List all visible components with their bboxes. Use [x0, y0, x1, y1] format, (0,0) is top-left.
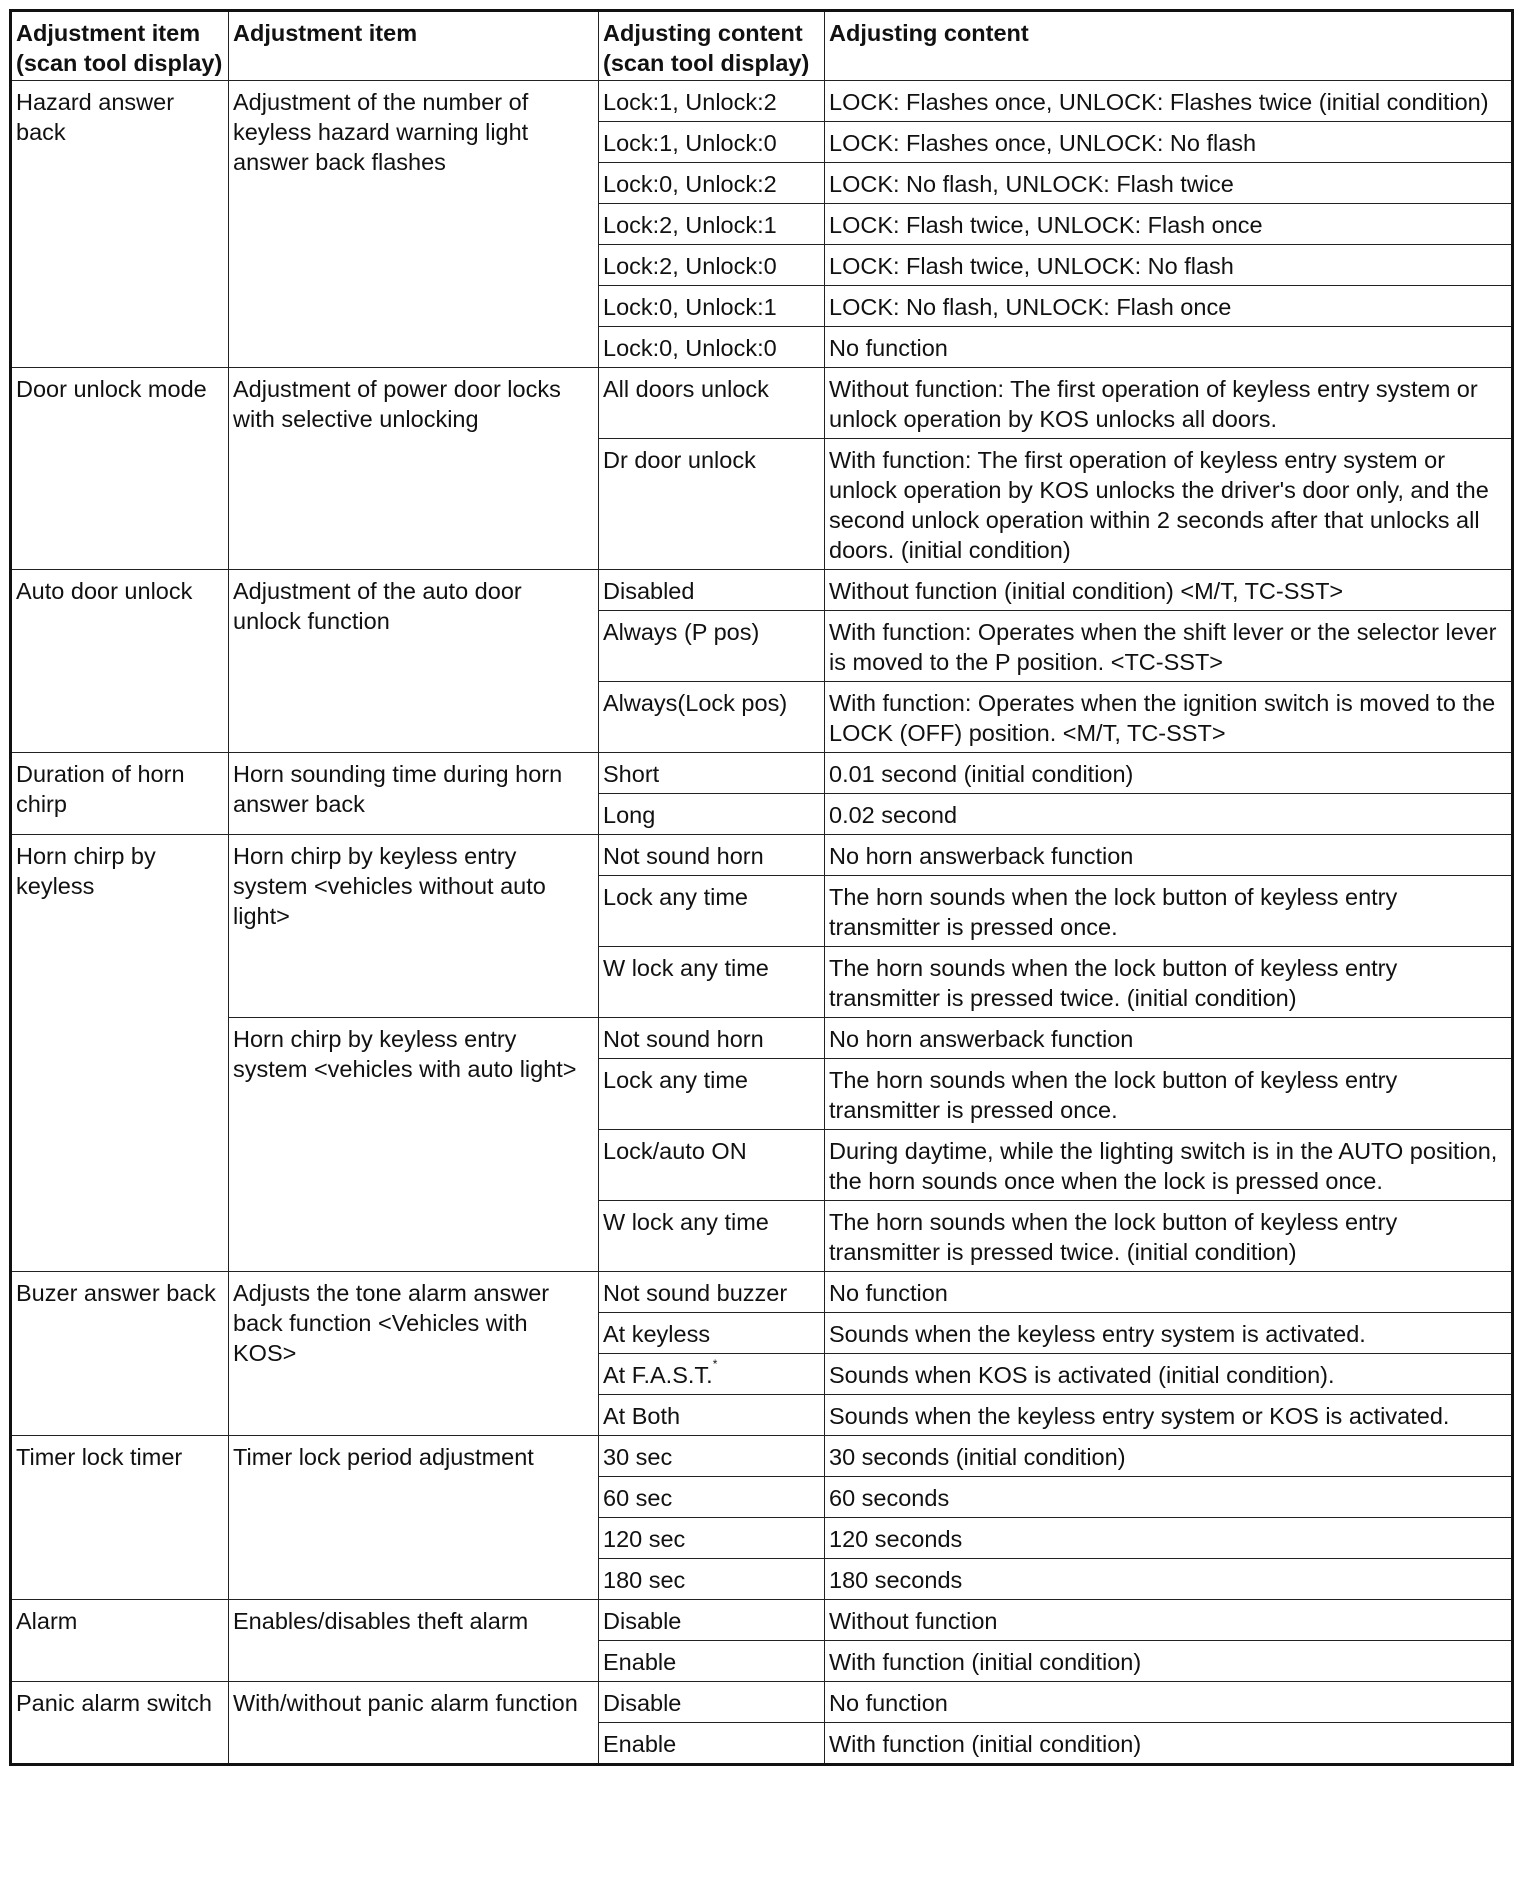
cell-item-scan-text: Buzer answer back	[16, 1280, 216, 1306]
cell-content-text: LOCK: Flashes once, UNLOCK: Flashes twice (initial condition)	[829, 89, 1489, 115]
table-row	[11, 368, 1513, 439]
cell-content	[825, 1477, 1513, 1518]
cell-content-text: Without function (initial condition) <M/T, TC-SST>	[829, 578, 1344, 604]
cell-content-text: No function	[829, 1690, 948, 1716]
cell-content-scan-text: Enable	[603, 1731, 677, 1757]
cell-content-scan-text: Long	[603, 802, 656, 828]
cell-content-scan	[599, 835, 825, 876]
cell-content	[825, 1559, 1513, 1600]
cell-content-scan	[599, 327, 825, 368]
cell-content-scan	[599, 1201, 825, 1272]
cell-content-scan-text: 60 sec	[603, 1485, 673, 1511]
cell-content-scan-text: Short	[603, 761, 660, 787]
adjustment-table	[9, 9, 1514, 1766]
cell-content-text: The horn sounds when the lock button of keyless entry transmitter is pressed twice. (initial condition)	[829, 1209, 1398, 1265]
cell-item-text: Adjustment of power door locks with selective unlocking	[233, 376, 561, 432]
cell-content-text: With function: Operates when the shift lever or the selector lever is moved to the P position. <TC-SST>	[829, 619, 1497, 675]
cell-item-scan	[11, 81, 229, 368]
cell-content-scan-text: Always(Lock pos)	[603, 690, 788, 716]
cell-content-text: No function	[829, 1280, 948, 1306]
cell-content-text: 180 seconds	[829, 1567, 963, 1593]
header-row	[11, 11, 1513, 81]
cell-content-scan	[599, 1559, 825, 1600]
table-row	[11, 1272, 1513, 1313]
cell-content-scan	[599, 1641, 825, 1682]
cell-content-scan-text: Not sound buzzer	[603, 1280, 788, 1306]
table-body	[11, 81, 1513, 1765]
cell-content-scan-text: Enable	[603, 1649, 677, 1675]
cell-item-scan-text: Hazard answer back	[16, 89, 175, 145]
cell-content	[825, 1682, 1513, 1723]
cell-content	[825, 1018, 1513, 1059]
cell-content	[825, 1641, 1513, 1682]
cell-content-scan	[599, 1130, 825, 1201]
table-row	[11, 1018, 1513, 1059]
cell-content-scan-text: Lock any time	[603, 884, 748, 910]
table-row	[11, 835, 1513, 876]
cell-item-text: Adjustment of the auto door unlock function	[233, 578, 522, 634]
cell-item-text: Horn sounding time during horn answer back	[233, 761, 563, 817]
cell-content-text: During daytime, while the lighting switch is in the AUTO position, the horn sounds once when the lock is pressed once.	[829, 1138, 1498, 1194]
cell-content	[825, 794, 1513, 835]
cell-content-scan-text: Lock/auto ON	[603, 1138, 747, 1164]
cell-content-scan	[599, 570, 825, 611]
cell-content-scan	[599, 122, 825, 163]
cell-content-text: Sounds when the keyless entry system is activated.	[829, 1321, 1366, 1347]
cell-content-text: 120 seconds	[829, 1526, 963, 1552]
cell-content-text: 0.01 second (initial condition)	[829, 761, 1134, 787]
cell-content-scan	[599, 1313, 825, 1354]
cell-content-text: 60 seconds	[829, 1485, 950, 1511]
cell-item-text: Horn chirp by keyless entry system <vehicles with auto light>	[233, 1026, 577, 1082]
cell-content-scan-text: 120 sec	[603, 1526, 686, 1552]
cell-content-scan	[599, 1059, 825, 1130]
cell-item-scan	[11, 570, 229, 753]
cell-content-text: With function (initial condition)	[829, 1731, 1142, 1757]
cell-content	[825, 204, 1513, 245]
cell-content-scan	[599, 1600, 825, 1641]
cell-item-text: Horn chirp by keyless entry system <vehicles without auto light>	[233, 843, 546, 929]
cell-item-scan	[11, 368, 229, 570]
cell-item-scan-text: Timer lock timer	[16, 1444, 183, 1470]
cell-content-text: Without function: The first operation of keyless entry system or unlock operation by KOS unlocks all doors.	[829, 376, 1478, 432]
cell-content	[825, 1518, 1513, 1559]
cell-item-scan-text: Horn chirp by keyless	[16, 843, 156, 899]
cell-content-scan	[599, 1395, 825, 1436]
cell-content-text: The horn sounds when the lock button of keyless entry transmitter is pressed once.	[829, 884, 1398, 940]
cell-content-scan	[599, 1354, 825, 1395]
cell-content-scan	[599, 794, 825, 835]
cell-content-text: Sounds when the keyless entry system or KOS is activated.	[829, 1403, 1450, 1429]
cell-content	[825, 1395, 1513, 1436]
cell-content	[825, 81, 1513, 122]
cell-content-scan-text: Lock:0, Unlock:2	[603, 171, 777, 197]
cell-content-scan-text: W lock any time	[603, 955, 769, 981]
cell-content	[825, 163, 1513, 204]
cell-content-scan-text: Disabled	[603, 578, 695, 604]
cell-item-text: Adjusts the tone alarm answer back function <Vehicles with KOS>	[233, 1280, 550, 1366]
header-item: Adjustment item	[229, 11, 599, 81]
cell-item	[229, 570, 599, 753]
cell-content-text: LOCK: No flash, UNLOCK: Flash once	[829, 294, 1232, 320]
cell-content	[825, 1272, 1513, 1313]
cell-content-text: LOCK: Flash twice, UNLOCK: Flash once	[829, 212, 1263, 238]
cell-content-scan-text: Not sound horn	[603, 1026, 764, 1052]
cell-content	[825, 1059, 1513, 1130]
cell-item-text: Timer lock period adjustment	[233, 1444, 534, 1470]
cell-content-scan	[599, 1518, 825, 1559]
cell-content	[825, 753, 1513, 794]
cell-item	[229, 753, 599, 835]
cell-content-scan	[599, 439, 825, 570]
cell-content-text: Without function	[829, 1608, 998, 1634]
cell-content	[825, 368, 1513, 439]
cell-item	[229, 835, 599, 1018]
cell-content-scan-text: W lock any time	[603, 1209, 769, 1235]
table-row	[11, 570, 1513, 611]
cell-content-text: LOCK: No flash, UNLOCK: Flash twice	[829, 171, 1234, 197]
cell-content-text: 30 seconds (initial condition)	[829, 1444, 1126, 1470]
cell-content-scan	[599, 245, 825, 286]
cell-content-text: No horn answerback function	[829, 1026, 1134, 1052]
cell-content	[825, 1600, 1513, 1641]
cell-content	[825, 947, 1513, 1018]
cell-content-text: With function: Operates when the ignition switch is moved to the LOCK (OFF) position. <M/T, TC-SST>	[829, 690, 1496, 746]
cell-content-text: With function (initial condition)	[829, 1649, 1142, 1675]
cell-content-scan-text: All doors unlock	[603, 376, 769, 402]
cell-content-scan	[599, 611, 825, 682]
cell-item-scan	[11, 753, 229, 835]
cell-content-scan-text: Lock:0, Unlock:1	[603, 294, 777, 320]
header-content: Adjusting content	[825, 11, 1513, 81]
cell-content-scan	[599, 368, 825, 439]
cell-content-scan	[599, 163, 825, 204]
cell-content-scan	[599, 1723, 825, 1765]
cell-content-scan-text: At F.A.S.T.	[603, 1362, 713, 1388]
cell-content-text: No function	[829, 335, 948, 361]
cell-content	[825, 286, 1513, 327]
cell-content	[825, 1723, 1513, 1765]
cell-item	[229, 1272, 599, 1436]
cell-item	[229, 1018, 599, 1272]
cell-item	[229, 1600, 599, 1682]
cell-item	[229, 81, 599, 368]
cell-content	[825, 122, 1513, 163]
cell-content	[825, 245, 1513, 286]
cell-content-scan-text: 180 sec	[603, 1567, 686, 1593]
cell-item	[229, 1436, 599, 1600]
cell-item-scan-text: Panic alarm switch	[16, 1690, 212, 1716]
cell-item-text: Enables/disables theft alarm	[233, 1608, 529, 1634]
cell-content-scan	[599, 876, 825, 947]
cell-content-scan-text: Not sound horn	[603, 843, 764, 869]
cell-content	[825, 1354, 1513, 1395]
cell-item	[229, 1682, 599, 1765]
cell-item-scan-text: Duration of horn chirp	[16, 761, 185, 817]
cell-content-scan-text: At Both	[603, 1403, 681, 1429]
cell-content-scan	[599, 682, 825, 753]
cell-item-text: With/without panic alarm function	[233, 1690, 578, 1716]
cell-content-scan-text: 30 sec	[603, 1444, 673, 1470]
cell-content	[825, 835, 1513, 876]
cell-content	[825, 682, 1513, 753]
header-item-scan: Adjustment item (scan tool display)	[11, 11, 229, 81]
cell-content-scan-text: Lock:2, Unlock:0	[603, 253, 777, 279]
cell-content-scan-text: Disable	[603, 1608, 682, 1634]
cell-content-scan	[599, 1477, 825, 1518]
cell-content	[825, 876, 1513, 947]
cell-content-text: No horn answerback function	[829, 843, 1134, 869]
cell-content-scan	[599, 1682, 825, 1723]
cell-content-scan	[599, 204, 825, 245]
cell-item-scan	[11, 1272, 229, 1436]
table-row	[11, 81, 1513, 122]
cell-item-scan	[11, 1436, 229, 1600]
cell-content	[825, 1201, 1513, 1272]
cell-content-text: With function: The first operation of keyless entry system or unlock operation by KOS unlocks the driver's door only, and the second unlock operation within 2 seconds after that unlocks all doors. (initial condition)	[829, 447, 1489, 563]
cell-content-scan-text: Lock:0, Unlock:0	[603, 335, 777, 361]
cell-content-scan	[599, 81, 825, 122]
cell-content-scan-text: Dr door unlock	[603, 447, 756, 473]
cell-item-scan-text: Auto door unlock	[16, 578, 193, 604]
cell-content-text: The horn sounds when the lock button of keyless entry transmitter is pressed once.	[829, 1067, 1398, 1123]
cell-content-text: Sounds when KOS is activated (initial condition).	[829, 1362, 1335, 1388]
cell-content	[825, 327, 1513, 368]
adjustment-table-container	[9, 9, 1511, 1766]
cell-content-scan-text: Disable	[603, 1690, 682, 1716]
table-row	[11, 1436, 1513, 1477]
cell-content-scan-text: Lock:1, Unlock:2	[603, 89, 777, 115]
header-content-scan: Adjusting content (scan tool display)	[599, 11, 825, 81]
cell-content-text: 0.02 second	[829, 802, 958, 828]
cell-item	[229, 368, 599, 570]
cell-content-scan-text: Lock any time	[603, 1067, 748, 1093]
cell-content-scan	[599, 286, 825, 327]
cell-content-text: LOCK: Flashes once, UNLOCK: No flash	[829, 130, 1257, 156]
cell-item-text: Adjustment of the number of keyless hazard warning light answer back flashes	[233, 89, 529, 175]
table-row	[11, 1682, 1513, 1723]
cell-content-scan-text: At keyless	[603, 1321, 711, 1347]
cell-item-scan	[11, 1682, 229, 1765]
cell-content	[825, 570, 1513, 611]
footnote-marker: *	[712, 1357, 718, 1371]
cell-content	[825, 1436, 1513, 1477]
cell-content-scan-text: Lock:1, Unlock:0	[603, 130, 777, 156]
table-row	[11, 753, 1513, 794]
cell-content-scan-text: Lock:2, Unlock:1	[603, 212, 777, 238]
cell-content-scan	[599, 753, 825, 794]
table-row	[11, 1600, 1513, 1641]
cell-content	[825, 611, 1513, 682]
cell-content-text: The horn sounds when the lock button of keyless entry transmitter is pressed twice. (initial condition)	[829, 955, 1398, 1011]
cell-content-scan	[599, 1272, 825, 1313]
cell-content	[825, 439, 1513, 570]
cell-content	[825, 1130, 1513, 1201]
cell-item-scan	[11, 835, 229, 1272]
cell-item-scan-text: Alarm	[16, 1608, 78, 1634]
cell-item-scan-text: Door unlock mode	[16, 376, 207, 402]
cell-content	[825, 1313, 1513, 1354]
cell-content-scan-text: Always (P pos)	[603, 619, 760, 645]
cell-content-scan	[599, 1436, 825, 1477]
cell-item-scan	[11, 1600, 229, 1682]
cell-content-scan	[599, 947, 825, 1018]
cell-content-scan	[599, 1018, 825, 1059]
cell-content-text: LOCK: Flash twice, UNLOCK: No flash	[829, 253, 1234, 279]
